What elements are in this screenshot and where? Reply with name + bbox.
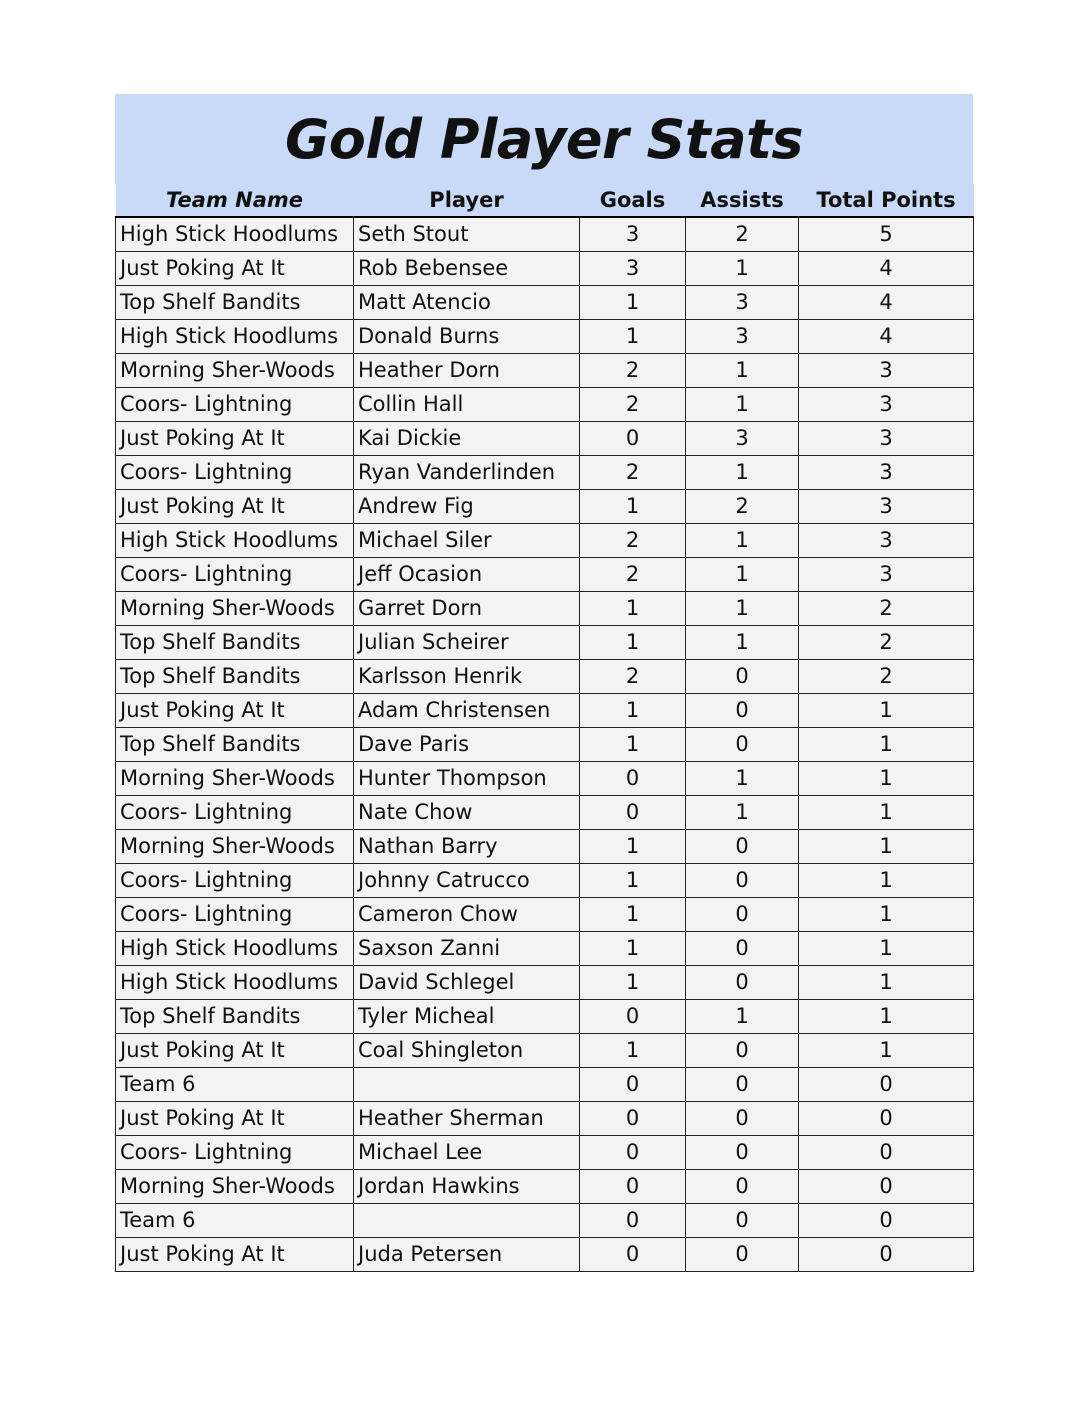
cell-total-points: 1 (799, 830, 974, 864)
cell-player: Donald Burns (354, 320, 580, 354)
cell-player: Saxson Zanni (354, 932, 580, 966)
table-row (116, 388, 974, 422)
table-row (116, 796, 974, 830)
cell-player: Ryan Vanderlinden (354, 456, 580, 490)
table-row (116, 524, 974, 558)
cell-player: Michael Siler (354, 524, 580, 558)
cell-total-points: 3 (799, 524, 974, 558)
cell-player: Adam Christensen (354, 694, 580, 728)
table-row (116, 592, 974, 626)
cell-player: Nate Chow (354, 796, 580, 830)
cell-player: Tyler Micheal (354, 1000, 580, 1034)
cell-assists: 0 (686, 1238, 799, 1272)
cell-team-name: High Stick Hoodlums (116, 320, 354, 354)
cell-total-points: 4 (799, 252, 974, 286)
cell-total-points: 0 (799, 1136, 974, 1170)
table-row (116, 217, 974, 252)
cell-team-name: Top Shelf Bandits (116, 286, 354, 320)
cell-player: Karlsson Henrik (354, 660, 580, 694)
cell-total-points: 4 (799, 286, 974, 320)
cell-team-name: Team 6 (116, 1068, 354, 1102)
cell-total-points: 1 (799, 1034, 974, 1068)
cell-assists: 1 (686, 524, 799, 558)
table-row (116, 728, 974, 762)
cell-player: Jeff Ocasion (354, 558, 580, 592)
cell-assists: 1 (686, 762, 799, 796)
cell-team-name: Coors- Lightning (116, 1136, 354, 1170)
cell-goals: 2 (580, 388, 686, 422)
cell-total-points: 1 (799, 762, 974, 796)
cell-player: Andrew Fig (354, 490, 580, 524)
cell-player: Collin Hall (354, 388, 580, 422)
cell-assists: 0 (686, 1170, 799, 1204)
cell-total-points: 4 (799, 320, 974, 354)
cell-team-name: Just Poking At It (116, 694, 354, 728)
cell-team-name: Coors- Lightning (116, 388, 354, 422)
cell-assists: 3 (686, 422, 799, 456)
cell-player: Rob Bebensee (354, 252, 580, 286)
cell-total-points: 1 (799, 694, 974, 728)
table-row (116, 830, 974, 864)
cell-player: Hunter Thompson (354, 762, 580, 796)
cell-total-points: 5 (799, 217, 974, 252)
cell-player (354, 1204, 580, 1238)
cell-goals: 1 (580, 320, 686, 354)
cell-team-name: Just Poking At It (116, 490, 354, 524)
table-row (116, 932, 974, 966)
cell-total-points: 1 (799, 796, 974, 830)
cell-total-points: 3 (799, 422, 974, 456)
cell-total-points: 0 (799, 1068, 974, 1102)
cell-goals: 0 (580, 1068, 686, 1102)
cell-team-name: Coors- Lightning (116, 898, 354, 932)
cell-player: Johnny Catrucco (354, 864, 580, 898)
cell-goals: 2 (580, 558, 686, 592)
cell-assists: 0 (686, 1034, 799, 1068)
page-title: Gold Player Stats (284, 108, 804, 171)
stats-sheet (115, 94, 973, 1272)
cell-assists: 1 (686, 1000, 799, 1034)
cell-goals: 1 (580, 966, 686, 1000)
cell-assists: 3 (686, 320, 799, 354)
cell-team-name: Coors- Lightning (116, 558, 354, 592)
column-header-total-points: Total Points (799, 184, 974, 217)
cell-team-name: Just Poking At It (116, 1102, 354, 1136)
cell-team-name: High Stick Hoodlums (116, 524, 354, 558)
cell-total-points: 0 (799, 1204, 974, 1238)
cell-team-name: Top Shelf Bandits (116, 660, 354, 694)
cell-player: Juda Petersen (354, 1238, 580, 1272)
cell-player: Garret Dorn (354, 592, 580, 626)
cell-assists: 1 (686, 558, 799, 592)
cell-goals: 1 (580, 932, 686, 966)
cell-player: Kai Dickie (354, 422, 580, 456)
cell-assists: 1 (686, 626, 799, 660)
cell-goals: 0 (580, 796, 686, 830)
table-row (116, 490, 974, 524)
table-row (116, 1034, 974, 1068)
cell-assists: 0 (686, 1102, 799, 1136)
cell-team-name: Morning Sher-Woods (116, 1170, 354, 1204)
cell-team-name: Top Shelf Bandits (116, 626, 354, 660)
cell-goals: 1 (580, 864, 686, 898)
cell-assists: 1 (686, 354, 799, 388)
cell-total-points: 3 (799, 456, 974, 490)
stats-table (115, 184, 974, 1272)
cell-assists: 1 (686, 796, 799, 830)
cell-team-name: Morning Sher-Woods (116, 354, 354, 388)
cell-player: Matt Atencio (354, 286, 580, 320)
cell-team-name: High Stick Hoodlums (116, 932, 354, 966)
cell-goals: 2 (580, 456, 686, 490)
cell-assists: 0 (686, 660, 799, 694)
cell-player (354, 1068, 580, 1102)
cell-goals: 1 (580, 286, 686, 320)
cell-goals: 2 (580, 354, 686, 388)
cell-player: Seth Stout (354, 217, 580, 252)
table-row (116, 1000, 974, 1034)
cell-goals: 1 (580, 1034, 686, 1068)
column-header-goals: Goals (580, 184, 686, 217)
cell-total-points: 1 (799, 966, 974, 1000)
cell-goals: 0 (580, 422, 686, 456)
table-row (116, 320, 974, 354)
table-row (116, 422, 974, 456)
table-row (116, 762, 974, 796)
cell-assists: 0 (686, 1204, 799, 1238)
cell-assists: 3 (686, 286, 799, 320)
table-row (116, 1068, 974, 1102)
cell-total-points: 1 (799, 1000, 974, 1034)
cell-total-points: 3 (799, 388, 974, 422)
cell-player: Julian Scheirer (354, 626, 580, 660)
cell-assists: 0 (686, 932, 799, 966)
table-row (116, 1136, 974, 1170)
cell-team-name: Just Poking At It (116, 252, 354, 286)
cell-assists: 1 (686, 388, 799, 422)
cell-assists: 1 (686, 252, 799, 286)
cell-goals: 1 (580, 694, 686, 728)
cell-total-points: 1 (799, 864, 974, 898)
table-row (116, 456, 974, 490)
cell-assists: 1 (686, 592, 799, 626)
table-row (116, 558, 974, 592)
cell-team-name: Team 6 (116, 1204, 354, 1238)
table-row (116, 1102, 974, 1136)
table-row (116, 1238, 974, 1272)
column-header-player: Player (354, 184, 580, 217)
cell-assists: 2 (686, 490, 799, 524)
cell-total-points: 0 (799, 1102, 974, 1136)
cell-total-points: 3 (799, 490, 974, 524)
cell-team-name: Coors- Lightning (116, 796, 354, 830)
column-header-team-name: Team Name (116, 184, 354, 217)
cell-total-points: 2 (799, 626, 974, 660)
cell-player: Nathan Barry (354, 830, 580, 864)
table-row (116, 694, 974, 728)
cell-goals: 0 (580, 762, 686, 796)
cell-player: Dave Paris (354, 728, 580, 762)
cell-goals: 1 (580, 490, 686, 524)
sheet-header (115, 94, 973, 184)
cell-assists: 1 (686, 456, 799, 490)
cell-team-name: Just Poking At It (116, 422, 354, 456)
cell-goals: 0 (580, 1102, 686, 1136)
cell-team-name: High Stick Hoodlums (116, 966, 354, 1000)
cell-assists: 0 (686, 830, 799, 864)
table-row (116, 354, 974, 388)
cell-goals: 1 (580, 626, 686, 660)
cell-assists: 0 (686, 694, 799, 728)
table-row (116, 1170, 974, 1204)
cell-total-points: 1 (799, 728, 974, 762)
cell-assists: 0 (686, 1068, 799, 1102)
cell-total-points: 0 (799, 1238, 974, 1272)
cell-goals: 0 (580, 1136, 686, 1170)
cell-total-points: 3 (799, 354, 974, 388)
cell-goals: 0 (580, 1238, 686, 1272)
table-row (116, 286, 974, 320)
cell-goals: 1 (580, 830, 686, 864)
cell-player: Coal Shingleton (354, 1034, 580, 1068)
cell-goals: 2 (580, 524, 686, 558)
cell-goals: 3 (580, 217, 686, 252)
cell-team-name: High Stick Hoodlums (116, 217, 354, 252)
cell-goals: 1 (580, 898, 686, 932)
table-body (116, 217, 974, 1272)
cell-team-name: Coors- Lightning (116, 456, 354, 490)
cell-total-points: 2 (799, 660, 974, 694)
table-row (116, 252, 974, 286)
table-header (116, 184, 974, 217)
cell-goals: 0 (580, 1000, 686, 1034)
cell-assists: 0 (686, 966, 799, 1000)
cell-assists: 0 (686, 898, 799, 932)
cell-assists: 0 (686, 1136, 799, 1170)
cell-assists: 0 (686, 728, 799, 762)
cell-goals: 0 (580, 1170, 686, 1204)
cell-team-name: Coors- Lightning (116, 864, 354, 898)
cell-team-name: Just Poking At It (116, 1034, 354, 1068)
cell-assists: 2 (686, 217, 799, 252)
cell-goals: 1 (580, 728, 686, 762)
cell-team-name: Morning Sher-Woods (116, 830, 354, 864)
cell-team-name: Top Shelf Bandits (116, 1000, 354, 1034)
cell-player: Heather Sherman (354, 1102, 580, 1136)
cell-goals: 0 (580, 1204, 686, 1238)
cell-goals: 2 (580, 660, 686, 694)
cell-player: Jordan Hawkins (354, 1170, 580, 1204)
cell-goals: 1 (580, 592, 686, 626)
cell-total-points: 2 (799, 592, 974, 626)
cell-player: Michael Lee (354, 1136, 580, 1170)
table-row (116, 864, 974, 898)
cell-total-points: 1 (799, 932, 974, 966)
column-header-assists: Assists (686, 184, 799, 217)
cell-player: Heather Dorn (354, 354, 580, 388)
cell-total-points: 3 (799, 558, 974, 592)
table-row (116, 626, 974, 660)
cell-player: Cameron Chow (354, 898, 580, 932)
table-row (116, 966, 974, 1000)
cell-assists: 0 (686, 864, 799, 898)
cell-goals: 3 (580, 252, 686, 286)
cell-total-points: 1 (799, 898, 974, 932)
cell-team-name: Just Poking At It (116, 1238, 354, 1272)
cell-player: David Schlegel (354, 966, 580, 1000)
table-row (116, 898, 974, 932)
table-row (116, 660, 974, 694)
cell-team-name: Top Shelf Bandits (116, 728, 354, 762)
cell-team-name: Morning Sher-Woods (116, 592, 354, 626)
cell-team-name: Morning Sher-Woods (116, 762, 354, 796)
table-row (116, 1204, 974, 1238)
cell-total-points: 0 (799, 1170, 974, 1204)
